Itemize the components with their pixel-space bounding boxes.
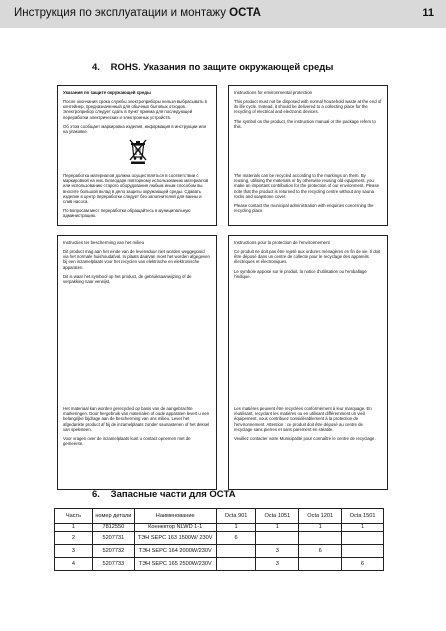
page-number: 11 — [422, 7, 434, 19]
env-box-dutch-title: Instructies ter bescherming van het milieu — [63, 240, 145, 245]
env-box-dutch-p3: Het materiaal kan worden gerecycled op basis van de aangebrachte markeringen. Door hergebruik van materialen of oude apparaten levert u een belangrijke bijdrage aan de bescherming van ons milieu. Lever het afgedankte product af bij de inzamelplaats zonder saunastenen of het deksel van speksteen. — [63, 406, 210, 432]
table-cell: 6 — [216, 532, 256, 545]
env-box-russian-p3: Переработка материалов должна осуществляться в соответствии с маркировкой на них. Благодаря повторному использованию материалов или использованию старого оборудования любым иным способом вы вносите большой вклад в дело защиты окружающей среды. Сдавать изделие в центр переработки следует без заполнителей для ванны и слив насоса. — [63, 173, 209, 205]
table-cell: ТЭН SEPC 164 2000W/230V — [134, 545, 216, 558]
document-title — [14, 7, 261, 19]
col-header-name: Наименование — [134, 509, 216, 524]
env-box-english-p2: The symbol on the product, the instruction manual or the package refers to this. — [234, 118, 376, 129]
table-cell: 4 — [55, 558, 93, 571]
col-header-octa-1501: Octa 1501 — [342, 509, 384, 524]
document-title-text: Инструкция по эксплуатации и монтажу — [14, 7, 226, 19]
env-box-french-p4: Veuillez contacter votre Municipalité pour connaître le centre de recyclage. — [234, 436, 376, 442]
env-box-french-p1: Ce produit ne doit pas être rejeté aux ordures ménagères en fin de vie. Il doit être déposé dans un centre de collecte pour le recyclage des appareils électriques et électroniques. — [234, 249, 381, 265]
env-box-dutch-p2: Dit is waar het symbool op het product, de gebruiksaanwijzing of de verpakking naar verwijst. — [63, 273, 192, 285]
table-cell: 1 — [256, 524, 299, 532]
env-box-french-p2: Le symbole apposé sur le produit, la notice d'utilisation ou l'emballage l'indique. — [234, 268, 367, 279]
page-header — [0, 0, 446, 28]
table-cell: ТЭН SEPC 163 1500W/ 230V — [134, 532, 216, 545]
env-box-russian-title: Указания по защите окружающей среды — [63, 90, 151, 95]
env-box-english-p4: Please contact the municipal administration with enquiries concerning the recycling place. — [234, 203, 374, 214]
env-box-dutch-p4: Voor vragen over de inzamelplaats kunt u contact opnemen met de gemeente. — [63, 436, 191, 447]
table-cell: 6 — [342, 558, 384, 571]
table-header-row — [55, 509, 384, 524]
table-cell: 3 — [55, 545, 93, 558]
table-row — [55, 558, 384, 571]
col-header-octa-1201: Octa 1201 — [299, 509, 342, 524]
table-cell — [216, 558, 256, 571]
table-row — [55, 532, 384, 545]
section-6-number: 6. — [92, 489, 100, 500]
brand-name: OCTA — [229, 7, 261, 19]
env-box-english — [228, 85, 388, 226]
section-4-number: 4. — [92, 62, 100, 73]
col-header-part: Часть — [55, 509, 93, 524]
section-6-title: Запасные части для OCTA — [110, 489, 236, 500]
env-box-french — [228, 235, 388, 490]
table-cell — [299, 558, 342, 571]
env-box-dutch-p1: Dit product mag aan het einde van de levensduur niet worden weggegooid via het normale huishoudafval. In plaats daarvan moet het worden afgegeven bij een inzamelplaats voor het recyclen van elektrische en elektronische apparaten. — [63, 249, 210, 270]
env-box-french-p3: Les matières peuvent être recyclées conformément à leur marquage. En réutilisant, recyclant les matières ou en utilisant différemment un vieil équipement, vous contribuez considérablement à la protection de l'environnement. Attention : ce produit doit être déposé au centre de recyclage sans pierres et sans parement en stéatite. — [234, 406, 372, 432]
table-cell: Коннектор NLWD 1-1 — [134, 524, 216, 532]
table-cell — [342, 545, 384, 558]
table-cell: 1 — [216, 524, 256, 532]
spare-parts-table — [54, 508, 384, 571]
table-cell: 3 — [256, 545, 299, 558]
env-box-english-title: Instructions for environmental protection — [234, 90, 313, 95]
table-cell: 1 — [342, 524, 384, 532]
table-row — [55, 524, 384, 532]
env-box-dutch — [57, 235, 217, 490]
env-box-french-title: Instructions pour la protection de l'environnement — [234, 240, 330, 245]
env-box-russian-p1: После окончания срока службы электроприборы нельзя выбрасывать в контейнер, предназначенный для обычных бытовых отходов. Электроприбор следует сдать в пункт приема для последующей переработки электрических и электронных устройств. — [63, 99, 207, 120]
table-cell: 5207732 — [92, 545, 134, 558]
env-box-russian — [57, 85, 217, 226]
table-cell: 6 — [299, 545, 342, 558]
env-box-russian-p4: По вопросам мест переработки обращайтесь в муниципальную администрацию. — [63, 208, 191, 219]
table-cell: 5207733 — [92, 558, 134, 571]
col-header-octa-901: Octa 901 — [216, 509, 256, 524]
table-cell — [299, 532, 342, 545]
table-row — [55, 545, 384, 558]
table-cell — [342, 532, 384, 545]
section-6-heading — [92, 489, 236, 500]
table-cell — [216, 545, 256, 558]
table-cell: 1 — [55, 524, 93, 532]
table-cell: 7812550 — [92, 524, 134, 532]
env-box-russian-p2: Об этом сообщает маркировка изделия, информация в инструкции или на упаковке. — [63, 123, 206, 135]
col-header-octa-1051: Octa 1051 — [256, 509, 299, 524]
table-cell: 5207731 — [92, 532, 134, 545]
table-cell: 3 — [256, 558, 299, 571]
env-box-english-p3: The materials can be recycled according to the markings on them. By reusing, utilising the materials or by otherwise reusing old equipment, you make an important contribution for the protection of our environment. Please note that the product is returned to the recycling centre without any sauna rocks and soapstone cover. — [234, 173, 379, 199]
section-4-title: ROHS. Указания по защите окружающей среды — [110, 62, 334, 73]
table-cell: 1 — [299, 524, 342, 532]
env-box-english-p1: This product must not be disposed with normal household waste at the end of its life cycle. Instead, it should be delivered to a collecting place for the recycling of electrical and electronic devices. — [234, 99, 382, 115]
recycling-bin-icon — [128, 138, 148, 164]
table-cell: ТЭН SEPC 165 2500W/230V — [134, 558, 216, 571]
table-cell — [256, 532, 299, 545]
col-header-part-number: номер детали — [92, 509, 134, 524]
section-4-heading — [92, 62, 333, 73]
table-cell: 2 — [55, 532, 93, 545]
